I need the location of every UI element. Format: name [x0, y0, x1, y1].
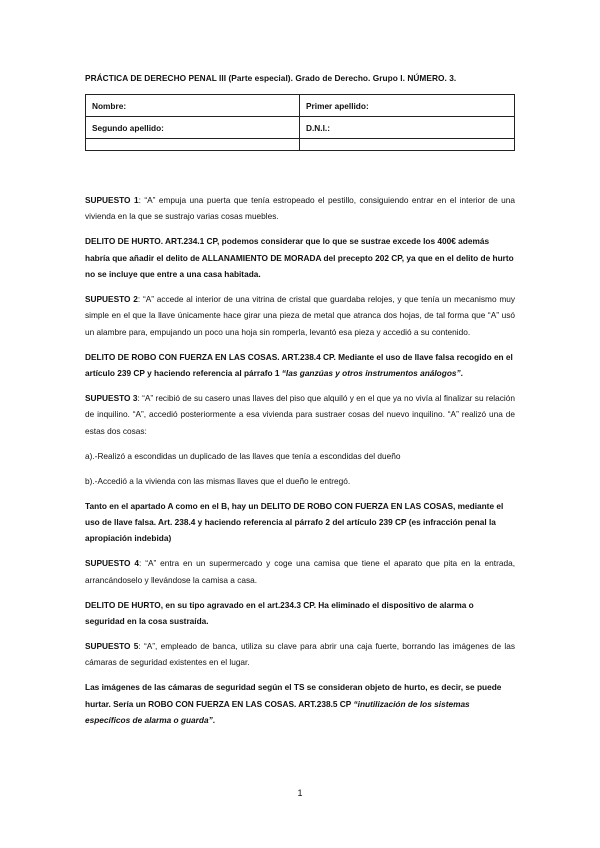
- page-number: 1: [297, 788, 303, 798]
- primer-apellido-field: Primer apellido:: [300, 95, 515, 117]
- answer-5-text: Las imágenes de las cámaras de seguridad según el TS se consideran objeto de hurto, es decir, se puede hurtar. Sería un ROBO CON FUERZA EN LAS COSAS. ART.238.5 CP: [85, 682, 502, 709]
- supuesto-2: [85, 291, 515, 340]
- document-heading: PRÁCTICA DE DERECHO PENAL III (Parte especial). Grado de Derecho. Grupo I. NÚMERO. 3.: [85, 73, 457, 83]
- empty-cell-right: [300, 139, 515, 151]
- supuesto-1: [85, 192, 515, 225]
- answer-2-end: .: [460, 368, 463, 379]
- supuesto-5-label: SUPUESTO 5: [85, 640, 139, 651]
- dni-field: D.N.I.:: [300, 117, 515, 139]
- segundo-apellido-field: Segundo apellido:: [86, 117, 300, 139]
- answer-2: [85, 349, 515, 382]
- answer-4: DELITO DE HURTO, en su tipo agravado en el art.234.3 CP. Ha eliminado el dispositivo de alarma o seguridad en la cosa sustraída.: [85, 599, 474, 627]
- answer-1: DELITO DE HURTO. ART.234.1 CP, podemos considerar que lo que se sustrae excede los 400€ además habría que añadir el delito de ALLANAMIENTO DE MORADA del precepto 202 CP, ya que en el delito de hurto no se incluye que entre a una casa habitada.: [85, 236, 514, 280]
- answer-5-end: .: [212, 715, 216, 726]
- supuesto-3-text: : “A” recibió de su casero unas llaves del piso que alquiló y en el que ya no vivía al finalizar su relación de inquilino. “A”, accedió posteriormente a esa vivienda para sustraer cosas del nuevo inquilino. “A” realizó una de estas dos cosas:: [85, 393, 515, 436]
- answer-3: Tanto en el apartado A como en el B, hay un DELITO DE ROBO CON FUERZA EN LAS COSAS, mediante el uso de llave falsa. Art. 238.4 y haciendo referencia al párrafo 2 del artículo 239 CP (es infracción penal la apropiación indebida): [85, 500, 504, 544]
- supuesto-4-label: SUPUESTO 4: [85, 558, 140, 569]
- form-row-1: [86, 95, 515, 117]
- supuesto-3-label: SUPUESTO 3: [85, 393, 138, 404]
- answer-5-quote: “inutilización de los sistemas específicos de alarma o guarda”: [85, 698, 470, 726]
- form-row-2: [86, 117, 515, 139]
- nombre-field: Nombre:: [86, 95, 300, 117]
- supuesto-4: [85, 555, 515, 588]
- form-row-empty: [86, 139, 515, 151]
- empty-cell-left: [86, 139, 300, 151]
- answer-2-text: DELITO DE ROBO CON FUERZA EN LAS COSAS. ART.238.4 CP. Mediante el uso de llave falsa recogido en el artículo 239 CP y haciendo referencia al párrafo 1: [85, 351, 513, 379]
- supuesto-4-text: : “A” entra en un supermercado y coge una camisa que tiene el aparato que pita en la entrada, arrancándoselo y llevándose la camisa a casa.: [85, 558, 515, 585]
- supuesto-1-text: : “A” empuja una puerta que tenía estropeado el pestillo, consiguiendo entrar en el interior de una vivienda en la que se sustrajo varias cosas muebles.: [85, 195, 515, 222]
- answer-2-quote: “las ganzúas y otros instrumentos análogos”: [281, 368, 461, 379]
- supuesto-5: [85, 638, 515, 671]
- document-body: [85, 192, 515, 737]
- student-info-form: [85, 94, 515, 151]
- supuesto-2-text: : “A” accede al interior de una vitrina de cristal que guardaba relojes, y que tenía un mecanismo muy simple en el que la llave únicamente hace girar una pieza de metal que atranca dos hojas, de tal forma que “A” usó un alambre para, empujando un poco una hoja sin romperla, levantó esa pieza y accedió a su contenido.: [85, 294, 515, 337]
- supuesto-3-option-a: a).-Realizó a escondidas un duplicado de las llaves que tenía a escondidas del dueño: [85, 450, 401, 461]
- supuesto-5-text: : “A”, empleado de banca, utiliza su clave para abrir una caja fuerte, borrando las imágenes de las cámaras de seguridad existentes en el lugar.: [85, 640, 515, 668]
- supuesto-3: [85, 390, 515, 439]
- supuesto-2-label: SUPUESTO 2: [85, 294, 138, 305]
- answer-5: [85, 679, 515, 728]
- supuesto-3-option-b: b).-Accedió a la vivienda con las mismas llaves que el dueño le entregó.: [85, 475, 351, 486]
- supuesto-1-label: SUPUESTO 1: [85, 195, 139, 205]
